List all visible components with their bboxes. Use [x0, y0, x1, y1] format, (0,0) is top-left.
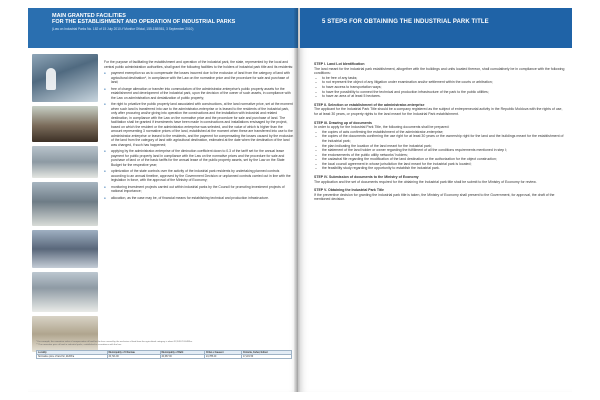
list-item: – the plan indicating the location of the land meant for the industrial park;: [322, 144, 566, 149]
step3-text: In order to apply for the Industrial Park Title, the following documents shall be prepared:: [314, 125, 450, 130]
step4-text: The application and the set of documents required for the obtaining the Industrial park title shall be submit to the Ministry of Economy for review.: [314, 179, 537, 184]
step1-list: [314, 76, 566, 99]
step4-heading: STEP IV. Submission of documents to the Ministry of Economy: [314, 175, 419, 180]
left-title: MAIN GRANTED FACILITIES FOR THE ESTABLISHMENT AND OPERATION OF INDUSTRIAL PARKS: [52, 13, 236, 26]
step2-text: The applicant for the Industrial Park Title should be a company registered as the subject of entrepreneurial activity in the Republic Moldova with the rights of use, for at least 30 years, or property rights to the land meant for the Industrial Park establishment.: [314, 107, 563, 116]
list-item: ● monitoring investment projects carried out within industrial parks by the Council for promoting investment projects of national importance;: [104, 185, 294, 194]
list-item: – to be free of any tasks;: [322, 76, 566, 81]
list-item: – to have an area of at least 5 hectares.: [322, 94, 566, 99]
facility-photo: [32, 272, 98, 312]
list-item: – the endorsements of the public utility networks' holders;: [322, 153, 566, 158]
list-item: – to have access to transportation ways;: [322, 85, 566, 90]
step1-text: The land meant for the industrial park establishment, altogether with the buildings and units located thereon, shall cumulatively be in compliance with the following conditions:: [314, 66, 565, 76]
list-item: – the copies of acts confirming the establishment of the administrator-enterprise;: [322, 130, 566, 135]
list-item: ● free of charge alienation or transfer into commodatum of the administrator-enterprise's public property assets for the establishment and development of the industrial park, upon the decision of the owner of such assets, in compliance with the Law on administration and destatization of public property;: [104, 87, 294, 101]
list-item: – to not represent the object of any litigation under examination and/or settlement within the courts or arbitration;: [322, 80, 566, 85]
list-item: ● the right to privatize the public property land associated with constructions, at the land normative price, set at the moment when such land is transferred into use to the administrator-enterprise or is leased to the residents of the industrial park, only after procuring and/or giving into operation the constructions and the installation with industrial and related destination, in compliance with the Law on the normative price and the procedure for sale and purchase of land. The facilitation shall be granted if investments have been made in constructions and installations envisaged by the project, based on which the resident or the administrator-enterprise was selected, and the value of which is higher than the amount representing 3 normative prices of the land, established at the moment when these are transferred into use to the administrator-enterprise or leased to the residents, and the payment for compensating the losses caused by the exclusion of the land from the category of land with agricultural destination, estimated at the date when the destination of the land was changed, if such has happened;: [104, 102, 294, 147]
photo-column: [32, 54, 98, 356]
step5-heading: STEP V. Obtaining the Industrial Park Title: [314, 188, 384, 193]
list-item: ● optimization of the state controls over the activity of the industrial park residents by undertaking planned controls according to an annual timeline, approved by the Government Decision or unplanned controls carried out in line with the legislation in force, with the approval of the Ministry of Economy;: [104, 169, 294, 183]
left-body: [104, 60, 294, 202]
land-price-table: [36, 350, 292, 359]
step1-heading: STEP I. Land Lot Identification: [314, 62, 365, 66]
list-item: ● allocation, as the case may be, of financial means for establishing technical and production infrastructure.: [104, 196, 294, 201]
list-item: – the feasibility study regarding the opportunity to establish the industrial park.: [322, 166, 566, 171]
left-page: [28, 8, 298, 392]
list-item: ● payment exemption so as to compensate the losses incurred due to the exclusion of land from the category of land with agricultural destination*, in compliance with the Law on the normative price and the procedure for sale and purchase of land;: [104, 71, 294, 85]
production-line-photo: [32, 230, 98, 268]
table-header-row: Locality Municipality of Chisinau Municipality of Balti Orhei e Causeni Cimislia, Cahul, Edinet: [37, 351, 292, 355]
right-body: [314, 62, 566, 202]
list-item: – the copies of the documents confirming the use right for at least 30 years or the ownership right for the land and the buildings meant for the establishment of the industrial park;: [322, 134, 566, 143]
right-page: [300, 8, 572, 392]
step5-text: If the preventive decision for granting the industrial park title is taken, the Ministry of Economy shall present to the Government, for approval, the draft of the mentioned decision.: [314, 192, 555, 202]
list-item: – the local council agreement in whose jurisdiction the land meant for the industrial park is located;: [322, 162, 566, 167]
factory-interior-photo: [32, 106, 98, 142]
facilities-list: [104, 71, 294, 200]
right-header-band: [300, 8, 572, 48]
list-item: ● applying by the administrator-enterprise of the diminution coefficient down to 0.3 of the tariff set for the annual lease payment for public property land in compliance with the Law on the normative prices and the procedure for sale and purchase of land or of the basic tariffs for the annual lease of the public property assets, set by the Law on the State Budget for the respective year;: [104, 149, 294, 167]
list-item: – to have the possibility to connect the technical and production infrastructure of the park to the public utilities;: [322, 90, 566, 95]
step2-heading: STEP II. Selection or establishment of the administrator-enterprise: [314, 102, 425, 107]
table-row: Normative price of land for, EUR/ha 34,721.90 40,667.00 24,785.40 17,221.50: [37, 355, 292, 359]
right-title: 5 STEPS FOR OBTAINING THE INDUSTRIAL PARK TITLE: [322, 19, 489, 25]
step3-list: [314, 130, 566, 171]
industrial-hall-photo: [32, 182, 98, 226]
list-item: – the statement of the land holder or owner regarding the fulfillment of all the conditions requirements mentioned in step I;: [322, 148, 566, 153]
list-item: – the cadastral file regarding the modification of the land destination or the authorization for the object construction;: [322, 157, 566, 162]
left-subtitle: (Law on Industrial Parks No. 182 of 15 July 2010 // Monitor Oficial, 155-158/561, 3 September 2010): [52, 27, 194, 31]
warehouse-photo: [32, 146, 98, 178]
worker-photo: [32, 54, 98, 102]
footnotes: * For example, the normative value of compensation of land for the loss caused by the exclusion of land from the agricultural category is about 32,349.70 EUR/ha. ** The normative price of land in industrial parks, established in accordance with the law:: [36, 341, 193, 346]
left-header-band: [28, 8, 298, 48]
intro-paragraph: For the purpose of facilitating the establishment and operation of the industrial park, the state, represented by the local and central public administration authorities, shall grant the following facilities to the holders of industrial park title and its residents:: [104, 60, 294, 69]
step3-heading: STEP III. Drawing up of documents: [314, 120, 372, 125]
